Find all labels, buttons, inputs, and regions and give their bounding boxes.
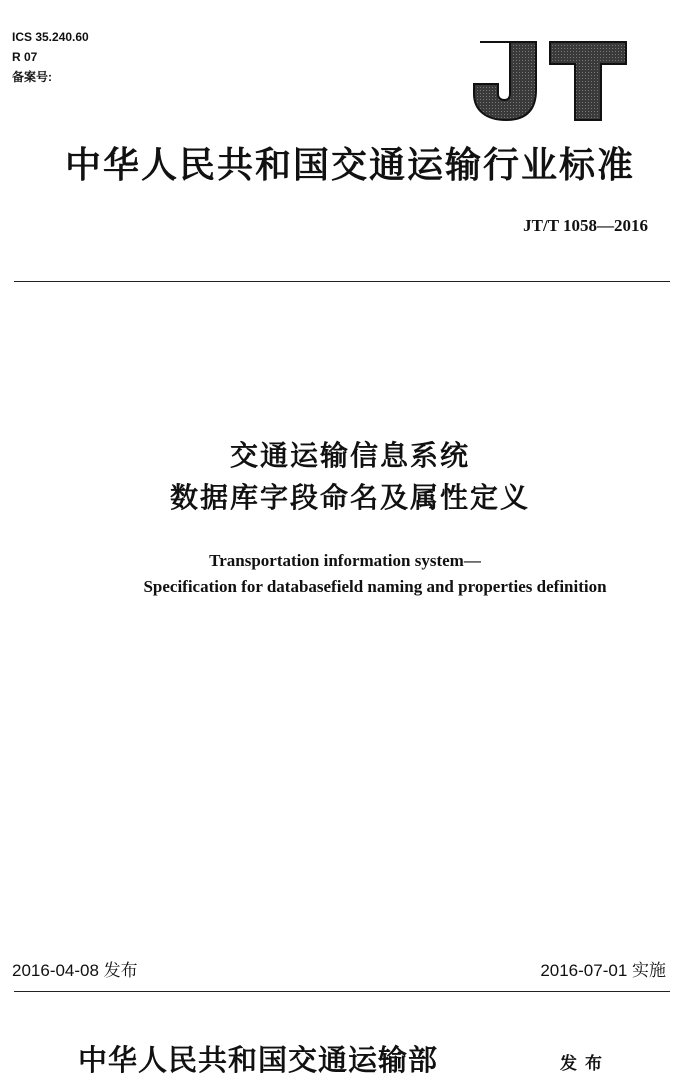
jt-logo bbox=[470, 38, 630, 122]
title-english-line2: Specification for databasefield naming and properties definition bbox=[143, 577, 607, 596]
logo-letter-t bbox=[550, 42, 626, 120]
title-chinese-line1: 交通运输信息系统 bbox=[229, 439, 470, 472]
org-title: 中华人民共和国交通运输行业标准 bbox=[64, 144, 635, 186]
logo-text: JT bbox=[470, 38, 471, 39]
implementation-date: 2016-07-01 实施 bbox=[540, 961, 666, 980]
ics-code: ICS 35.240.60 bbox=[12, 30, 89, 44]
standard-number: JT/T 1058—2016 bbox=[523, 216, 648, 235]
issuer-suffix: 发布 bbox=[560, 1054, 610, 1074]
title-chinese-line2: 数据库字段命名及属性定义 bbox=[169, 481, 530, 514]
ccs-code: R 07 bbox=[12, 50, 38, 64]
logo-letter-j bbox=[474, 42, 536, 120]
bottom-divider bbox=[14, 991, 670, 992]
issuer-name: 中华人民共和国交通运输部 bbox=[78, 1043, 439, 1077]
title-english-line1: Transportation information system— bbox=[209, 551, 481, 570]
record-number-label: 备案号: bbox=[12, 70, 52, 84]
issue-date: 2016-04-08 发布 bbox=[12, 961, 138, 980]
top-divider bbox=[14, 281, 670, 282]
